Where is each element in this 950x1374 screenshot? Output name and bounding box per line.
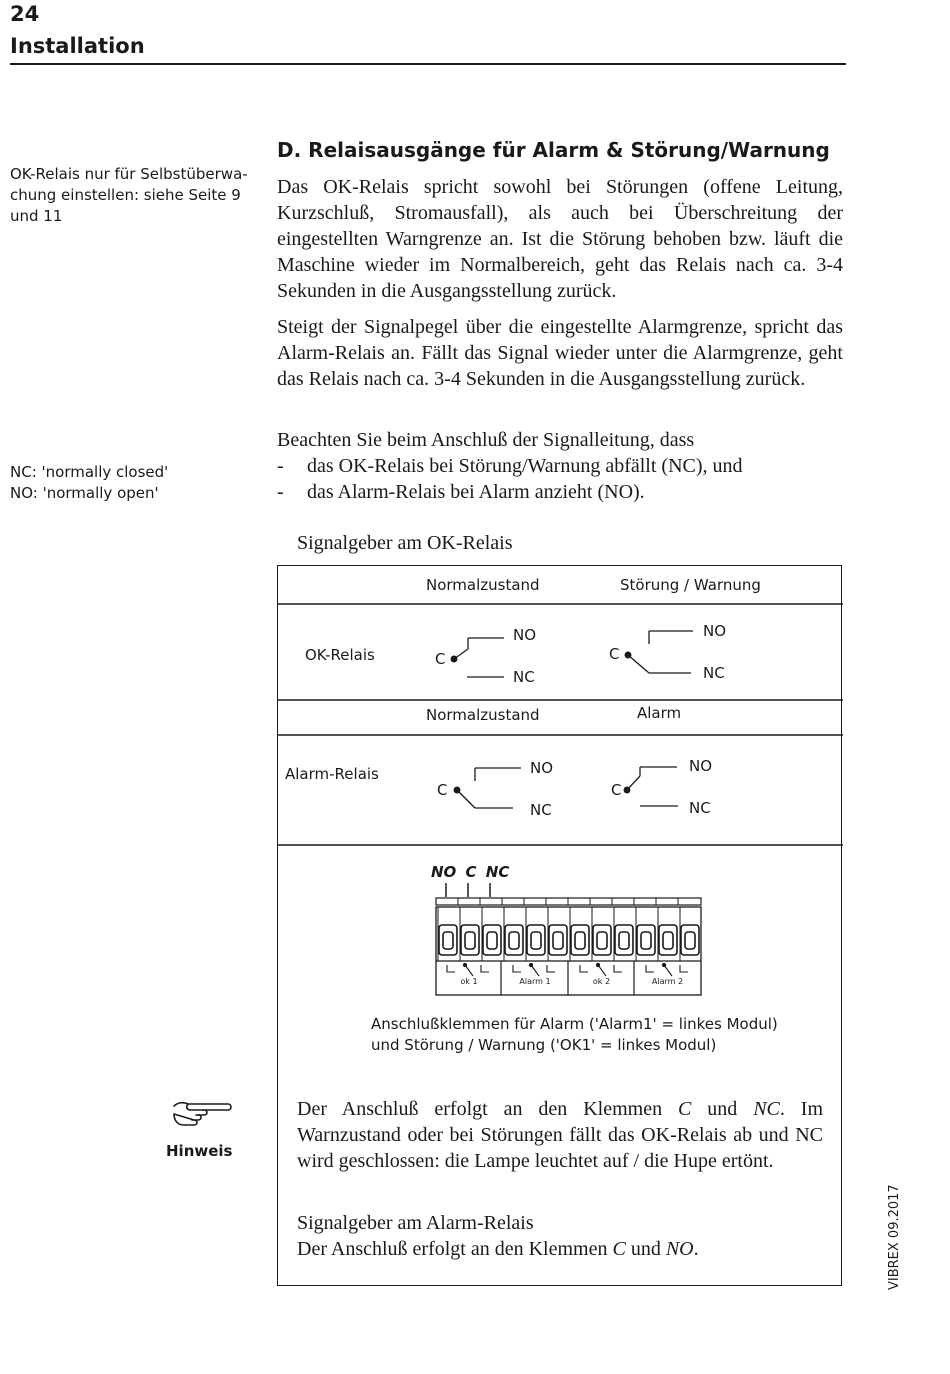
alarm-header-normal: Normalzustand [426,706,540,724]
contact-nc-label: NC [703,664,725,682]
margin-note-nc-no [10,462,255,504]
margin-note-line: chung einstellen: siehe Seite 9 [10,186,241,204]
list-item-text: das OK-Relais bei Störung/Warnung abfällt (NC), und [307,455,743,477]
paragraph-connection-notes [277,427,843,505]
pointing-hand-icon [170,1096,234,1132]
contact-nc-label: NC [513,668,535,686]
list-item [277,453,843,479]
text-run: . [693,1238,699,1260]
contact-no-label: NO [689,757,713,775]
contact-c-label: C [435,650,446,668]
terminal-no-ref: NO [665,1238,694,1260]
contact-c-label: C [611,781,622,799]
alarm-relay-note-title: Signalgeber am Alarm-Relais [297,1212,534,1234]
alarm-relay-note [297,1210,823,1262]
margin-note-line: und 11 [10,207,63,225]
ok-header-normal: Normalzustand [426,576,540,594]
contact-c-label: C [609,645,620,663]
hinweis-paragraph [297,1096,823,1174]
caption-line: Anschlußklemmen für Alarm ('Alarm1' = linkes Modul) [371,1015,778,1033]
contact-nc-label: NC [689,799,711,817]
text-run: und [625,1238,666,1260]
ok-relay-fault-contact [625,631,693,673]
contact-c-label: C [437,781,448,799]
paragraph-ok-relay: Das OK-Relais spricht sowohl bei Störungen (offene Leitung, Kurzschluß, Stromausfall), als auch bei Überschreitung der eingestellten Warngrenze an. Ist die Störung behoben bzw. läuft die Maschine wieder im Normalbereich, geht das Relais nach ca. 3-4 Sekunden in die Ausgangsstellung zurück. [277,176,843,302]
diagram-title: Signalgeber am OK-Relais [297,532,513,554]
section-title: D. Relaisausgänge für Alarm & Störung/Warnung [277,138,830,162]
contact-nc-label: NC [530,801,552,819]
terminal-label-c: C [465,863,477,881]
hinweis-label: Hinweis [166,1142,233,1160]
module-label: ok 1 [460,977,478,986]
contact-no-label: NO [530,759,554,777]
caption-line: und Störung / Warnung ('OK1' = linkes Modul) [371,1036,717,1054]
list-dash: - [277,455,284,477]
terminal-label-no: NO [431,863,457,881]
ok-relay-normal-contact [451,638,504,677]
alarm-relay-normal-contact [454,768,521,808]
margin-note-line: OK-Relais nur für Selbstüberwa- [10,165,248,183]
terminal-caption [371,1014,778,1056]
margin-note-nc: NC: 'normally closed' [10,463,169,481]
text-run: . Im Warnzustand oder bei Störungen fällt das OK-Relais ab und NC wird geschlossen: die Lampe leuchtet auf / die Hupe ertönt. [297,1098,824,1172]
terminal-c-ref: C [678,1098,692,1120]
margin-note-no: NO: 'normally open' [10,484,159,502]
alarm-relay-note-text [297,1236,823,1262]
module-label: ok 2 [592,977,611,986]
header-rule [10,63,846,65]
paragraph-intro: Beachten Sie beim Anschluß der Signalleitung, dass [277,429,695,451]
footer-doc-date: VIBREX 09.2017 [887,1184,902,1290]
list-item [277,479,843,505]
relay-diagram [277,565,843,1287]
alarm-relay-alarm-contact [624,767,678,806]
terminal-label-nc: NC [485,863,510,881]
list-item-text: das Alarm-Relais bei Alarm anzieht (NO). [307,481,645,503]
text-run: Der Anschluß erfolgt an den Klemmen [297,1098,678,1120]
ok-header-fault: Störung / Warnung [620,576,761,594]
alarm-relay-label: Alarm-Relais [285,765,379,783]
contact-no-label: NO [513,626,537,644]
text-run: Der Anschluß erfolgt an den Klemmen [297,1238,613,1260]
list-dash: - [277,481,284,503]
alarm-header-alarm: Alarm [637,704,682,722]
terminal-nc-ref: NC [753,1098,780,1120]
margin-note-ok-relay [10,164,255,227]
contact-no-label: NO [703,622,727,640]
module-label: Alarm 1 [519,977,551,986]
ok-relay-label: OK-Relais [305,646,375,664]
terminal-c-ref: C [612,1238,626,1260]
paragraph-alarm-relay: Steigt der Signalpegel über die eingestellte Alarmgrenze, spricht das Alarm-Relais an. Fällt das Signal wieder unter die Alarmgrenze, geht das Relais nach ca. 3-4 Sekunden in die Ausgangsstellung zurück. [277,316,843,390]
terminal-top-labels [431,863,509,881]
page-number: 24 [10,2,40,26]
text-run: und [691,1098,754,1120]
chapter-title: Installation [10,34,145,58]
module-label: Alarm 2 [651,977,684,986]
